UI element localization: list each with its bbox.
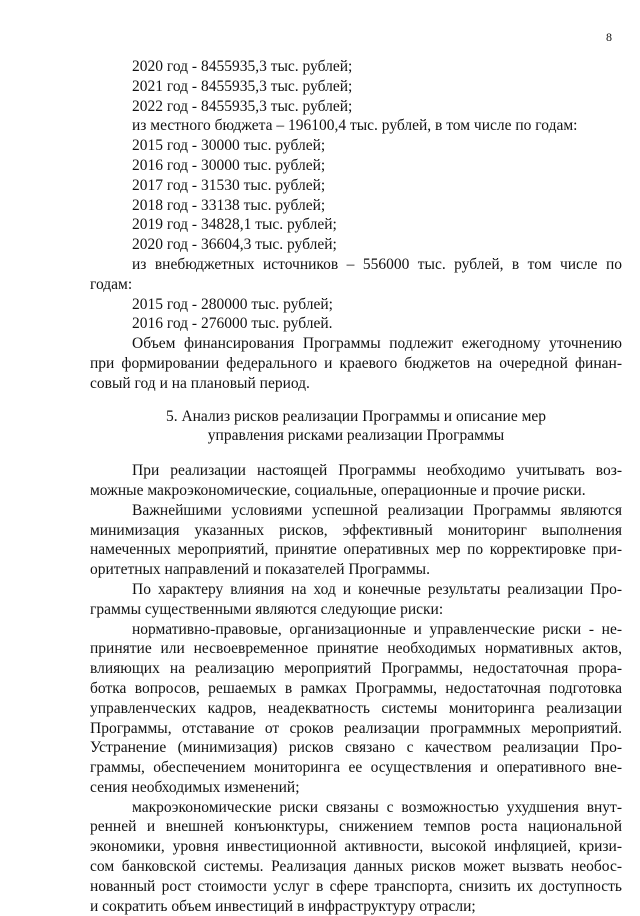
regulatory-risks-paragraph (90, 620, 622, 798)
funding-line: 2015 год - 30000 тыс. рублей; (132, 137, 326, 155)
paragraph-line: Важнейшими условиями успешной реализации Программы являются (132, 501, 622, 519)
offbudget-paragraph (90, 255, 622, 334)
paragraph-line: при формировании федерального и краевого бюджетов на очередной финан- (90, 354, 622, 372)
paragraph-line: экономики, уровня инвестиционной активности, высокой инфляцией, кризи- (90, 838, 622, 856)
funding-line: 2018 год - 33138 тыс. рублей; (132, 196, 326, 214)
paragraph-line: сом банковской системы. Реализация данных рисков может вызвать необос- (90, 858, 622, 876)
paragraph-line: макроэкономические риски связаны с возможностью ухудшения внут- (132, 798, 622, 816)
paragraph-line: оритетных направлений и показателей Программы. (90, 561, 430, 579)
paragraph-line: нормативно-правовые, организационные и управленческие риски - не- (132, 620, 622, 638)
paragraph-line: ренней и внешней конъюнктуры, снижением темпов роста национальной (90, 818, 622, 836)
section-heading-line: 5. Анализ рисков реализации Программы и описание мер (165, 407, 547, 425)
funding-list (90, 57, 622, 255)
paragraph-line: минимизация указанных рисков, эффективный мониторинг выполнения (90, 521, 622, 539)
funding-line: из местного бюджета – 196100,4 тыс. рублей, в том числе по годам: (132, 117, 578, 135)
paragraph-line: и сократить объем инвестиций в инфраструктуру отрасли; (90, 897, 476, 915)
paragraph-line: из внебюджетных источников – 556000 тыс. рублей, в том числе по (132, 255, 622, 273)
paragraph-line: нованный рост стоимости услуг в сфере транспорта, снизить их доступность (90, 877, 622, 895)
paragraph-line: По характеру влияния на ход и конечные результаты реализации Про- (132, 580, 622, 598)
paragraph-line: намеченных мероприятий, принятие оперативных мер по корректировке при- (90, 541, 622, 559)
paragraph-line: годам: (90, 275, 133, 293)
paragraph-line: Устранение (минимизация) рисков связано с качеством реализации Про- (90, 739, 622, 757)
paragraph-line: сения необходимых изменений; (90, 778, 300, 796)
document-body (90, 57, 622, 916)
page-number: 8 (606, 30, 612, 44)
funding-line: 2015 год - 280000 тыс. рублей; (132, 295, 333, 313)
paragraph-line: влияющих на реализацию мероприятий Программы, недостаточная прора- (90, 660, 622, 678)
funding-line: 2020 год - 36604,3 тыс. рублей; (132, 236, 337, 254)
paragraph-line: принятие или несвоевременное принятие необходимых нормативных актов, (90, 640, 622, 658)
paragraph-line: ботка вопросов, решаемых в рамках Программы, недостаточная подготовка (90, 679, 622, 697)
funding-line: 2019 год - 34828,1 тыс. рублей; (132, 216, 337, 234)
risks-paragraph (90, 461, 622, 501)
funding-line: 2022 год - 8455935,3 тыс. рублей; (132, 97, 353, 115)
paragraph-line: При реализации настоящей Программы необходимо учитывать воз- (132, 462, 622, 480)
paragraph-line: граммы, обеспечением мониторинга ее осуществления и оперативного вне- (90, 759, 622, 777)
paragraph-line: совый год и на плановый период. (90, 374, 310, 392)
paragraph-line: Программы, отставание от сроков реализации программных мероприятий. (90, 719, 622, 737)
conditions-paragraph (90, 501, 622, 580)
section-heading-line: управления рисками реализации Программы (207, 427, 505, 445)
funding-line: 2020 год - 8455935,3 тыс. рублей; (132, 58, 353, 75)
nature-paragraph (90, 580, 622, 620)
paragraph-line: граммы существенными являются следующие риски: (90, 600, 444, 618)
funding-line: 2016 год - 30000 тыс. рублей; (132, 156, 326, 174)
section-heading (90, 407, 622, 447)
funding-line: 2017 год - 31530 тыс. рублей; (132, 176, 326, 194)
volume-paragraph (90, 334, 622, 393)
funding-line: 2016 год - 276000 тыс. рублей. (132, 315, 333, 333)
funding-line: 2021 год - 8455935,3 тыс. рублей; (132, 77, 353, 95)
macro-risks-paragraph (90, 798, 622, 916)
paragraph-line: Объем финансирования Программы подлежит ежегодному уточнению (132, 335, 622, 353)
paragraph-line: управленческих кадров, неадекватность системы мониторинга реализации (90, 699, 622, 717)
paragraph-line: можные макроэкономические, социальные, операционные и прочие риски. (90, 481, 586, 499)
